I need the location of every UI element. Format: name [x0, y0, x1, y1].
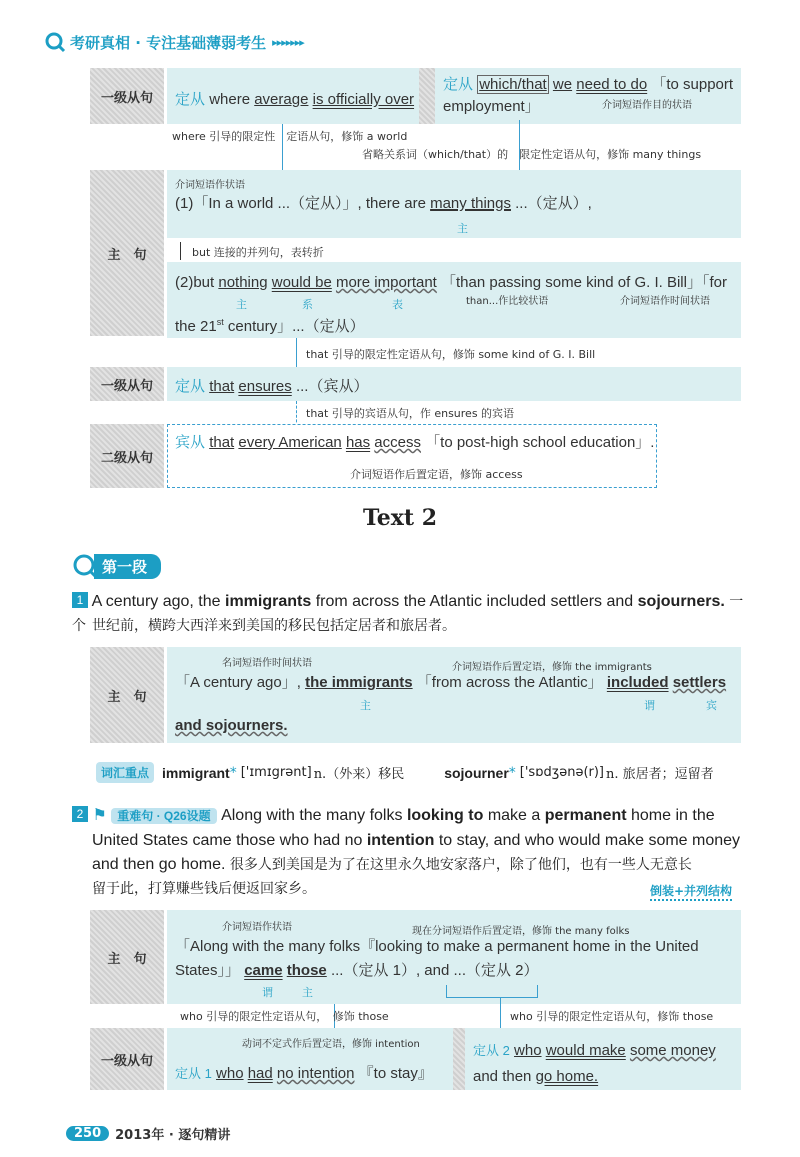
gray-gap-2 — [453, 1028, 465, 1090]
connector-line-5 — [500, 998, 501, 1030]
section-badge: 第一段 — [72, 554, 161, 578]
note-post-attr: 介词短语作后置定语，修饰 the immigrants — [452, 662, 652, 673]
sentence-1: 1 A century ago, the immigrants from across the Atlantic included settlers and sojourners. 一个 — [72, 593, 744, 634]
note-s2-adverbial: 介词短语作状语 — [222, 922, 292, 933]
note-access: 介词短语作后置定语，修饰 access — [350, 468, 523, 481]
label-subject-1: 主 — [457, 222, 468, 235]
main-sentence-2b: the 21st century」...（定从） — [175, 317, 365, 335]
sentence-2-line1: 2 ⚑ 重难句 · Q26设题 Along with the many folks looking to make a permanent home in the — [72, 804, 715, 828]
note-that-obj: that 引导的宾语从句，作 ensures 的宾语 — [306, 407, 515, 420]
flag-icon: ⚑ — [92, 807, 107, 824]
row-label-level1: 一级从句 — [90, 68, 164, 124]
note-s2-participle: 现在分词短语作后置定语，修饰 the many folks — [412, 926, 630, 937]
header-arrows: ▸▸▸▸▸▸▸ — [272, 35, 304, 49]
main-sentence-2: (2)but nothing would be more important 「than passing some kind of G. I. Bill」「for — [175, 274, 727, 291]
note-who2: who 引导的限定性定语从句，修饰 those — [510, 1010, 714, 1023]
footer-text: 2013年 · 逐句精讲 — [115, 1128, 231, 1143]
note-adverbial: 介词短语作状语 — [175, 180, 245, 191]
sentence-1-zh: 世纪前，横跨大西洋来到美国的移民包括定居者和旅居者。 — [92, 618, 456, 634]
label-subject-2: 主 — [236, 298, 247, 311]
label-predicate-1: 谓 — [644, 699, 655, 712]
clause-who2: 定从 2 who would make some money and then go home. — [473, 1042, 716, 1085]
note-but: but 连接的并列句，表转折 — [192, 246, 324, 259]
row-label-main-2: 主 句 — [90, 647, 164, 743]
note-purpose-adverbial: 介词短语作目的状语 — [602, 100, 692, 111]
row-label-level1-b: 一级从句 — [90, 367, 164, 401]
row-label-main-3: 主 句 — [90, 910, 164, 1004]
sentence-2-line3: and then go home. 很多人到美国是为了在这里永久地安家落户，除了他们，也有一些人无意长 — [92, 856, 692, 873]
note-where-clause: where 引导的限定性 定语从句，修饰 a world — [172, 130, 408, 143]
header-title: 考研真相 · 专注基础薄弱考生 — [70, 33, 267, 52]
sentence-2-line2: United States came those who had no intention to stay, and who would make some money — [92, 832, 741, 849]
but-bracket — [180, 242, 181, 260]
footer — [66, 1124, 230, 1143]
vocab-row: 词汇重点 immigrant * ['ɪmɪgrənt] n.（外来）移民 sojourner * ['sɒdʒənə(r)] n. 旅居者；逗留者 — [96, 762, 714, 783]
label-copula: 系 — [302, 298, 313, 311]
gray-gap-1 — [419, 68, 435, 124]
note-noun-phrase: 名词短语作时间状语 — [222, 658, 312, 669]
clause-access: 宾从 that every American has access 「to post-high school education」. — [175, 434, 655, 451]
connector-bracket — [446, 985, 538, 998]
structure-tag: 倒装+并列结构 — [650, 882, 732, 901]
note-who1: who 引导的限定性定语从句， 修饰 those — [180, 1010, 389, 1023]
note-that-attr: that 引导的限定性定语从句，修饰 some kind of G. I. Bill — [306, 348, 596, 361]
connector-line-3 — [296, 338, 297, 368]
label-object-1: 宾 — [706, 699, 717, 712]
note-infinitive: 动词不定式作后置定语，修饰 intention — [242, 1039, 420, 1050]
clause-ensures: 定从 that ensures ...（宾从） — [175, 378, 369, 395]
search-icon — [44, 31, 66, 53]
row-label-level1-c: 一级从句 — [90, 1028, 164, 1090]
text2-title: Text 2 — [362, 505, 438, 531]
main-sentence-s1b: and sojourners. — [175, 717, 288, 734]
label-predicate-2: 谓 — [262, 986, 273, 999]
clause-who1: 定从 1 who had no intention 『to stay』 — [175, 1065, 433, 1082]
note-than: than...作比较状语 — [466, 296, 549, 307]
clause-which: 定从 which/that we need to do 「to support employment」 — [443, 76, 734, 115]
label-subject-3: 主 — [360, 699, 371, 712]
main-sentence-s1: 「A century ago」, the immigrants 「from across the Atlantic」 included settlers — [175, 674, 727, 691]
header — [44, 30, 304, 54]
page-number: 250 — [66, 1126, 109, 1141]
label-predicative: 表 — [392, 298, 403, 311]
main-sentence-s2b: States」」 came those ...（定从 1）, and ...（定从 2） — [175, 962, 539, 979]
row-label-main-1: 主 句 — [90, 170, 164, 336]
note-omitted-relative: 省略关系词（which/that）的 限定性定语从句，修饰 many things — [362, 148, 702, 161]
row-label-level2: 二级从句 — [90, 424, 164, 488]
clause-where: 定从 where average is officially over — [175, 91, 415, 108]
sentence-2-line4: 留于此，打算赚些钱后便返回家乡。 — [92, 881, 316, 897]
main-sentence-s2a: 「Along with the many folks『looking to make a permanent home in the United — [175, 938, 699, 955]
note-for: 介词短语作时间状语 — [620, 296, 710, 307]
label-subject-4: 主 — [302, 986, 313, 999]
main-sentence-1: (1)「In a world ...（定从）」, there are many things ...（定从）, — [175, 195, 592, 212]
